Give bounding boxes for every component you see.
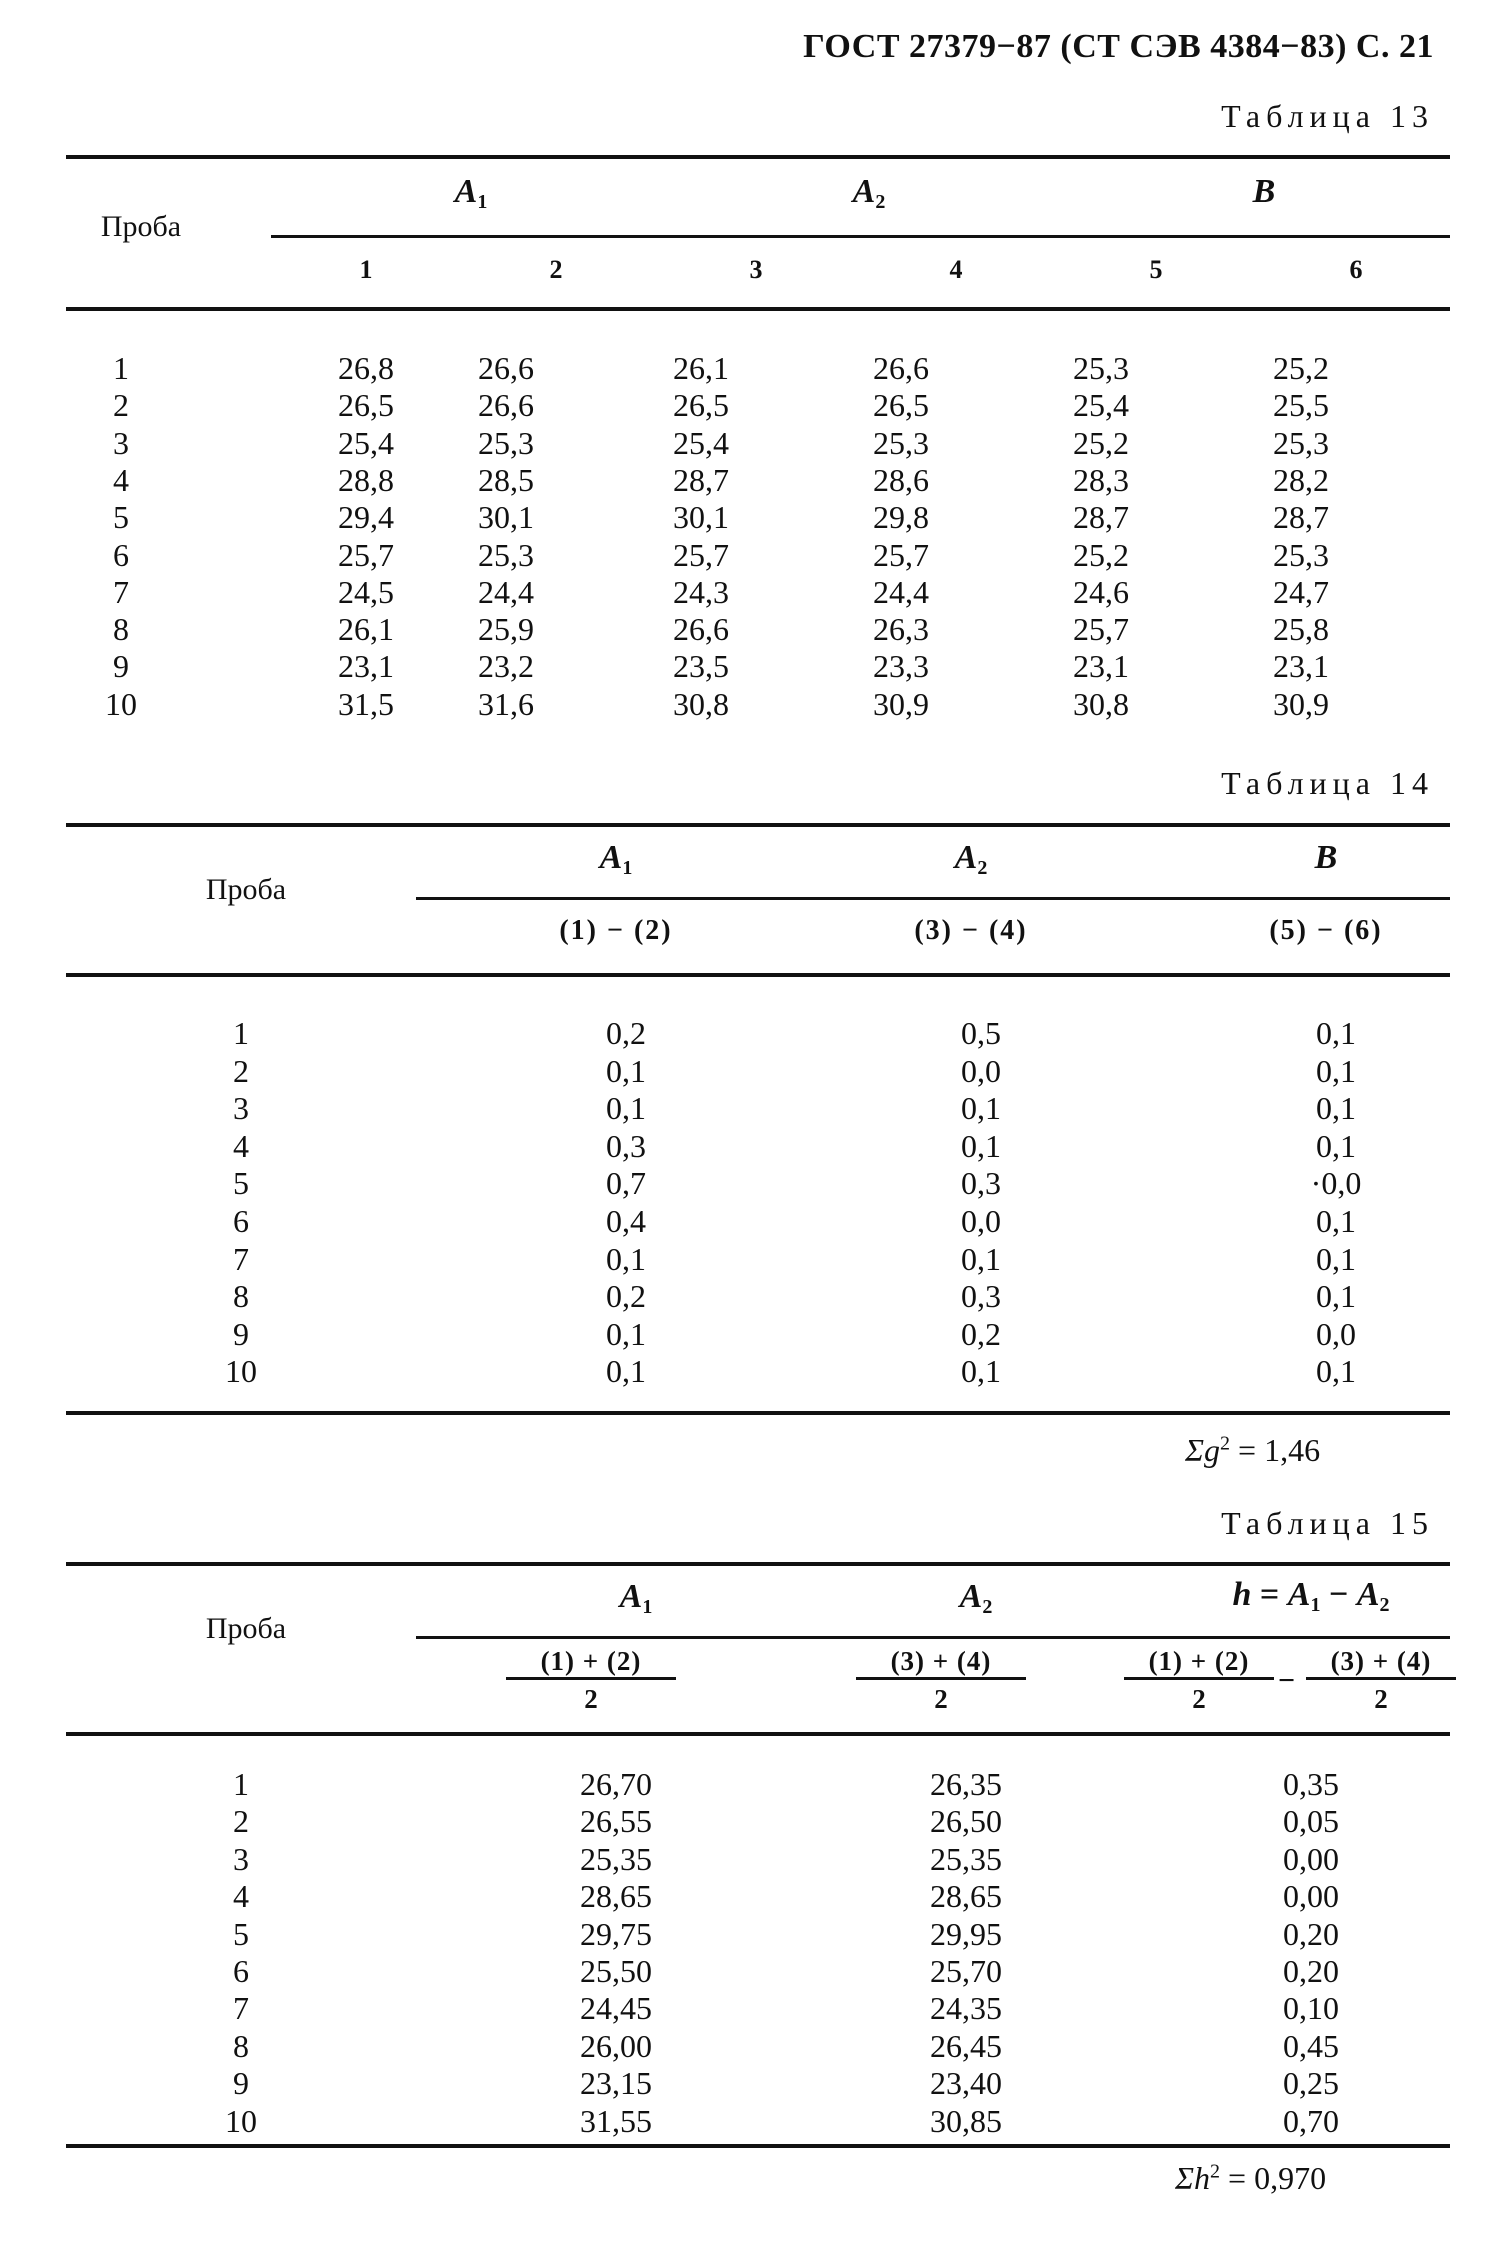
- sample-number-cell: 8: [113, 611, 129, 648]
- value-cell: 0,1: [606, 1090, 646, 1127]
- value-cell: 25,50: [580, 1953, 652, 1989]
- table-14-bottom-rule: [66, 1411, 1450, 1415]
- table-row: [66, 462, 1450, 499]
- table-13-col-1: 1: [359, 255, 373, 284]
- value-cell: 25,8: [1273, 611, 1329, 648]
- value-cell: 26,5: [338, 387, 394, 424]
- table-13-group-rule: [271, 235, 1450, 238]
- value-cell: 0,25: [1283, 2065, 1339, 2102]
- table-13-col-5: 5: [1149, 255, 1163, 284]
- value-cell: 26,70: [580, 1766, 652, 1802]
- value-cell: 0,1: [1316, 1240, 1356, 1277]
- value-cell: 0,05: [1283, 1803, 1339, 1840]
- value-cell: 29,4: [338, 499, 394, 536]
- sample-number-cell: 5: [233, 1165, 249, 1202]
- table-row: [66, 350, 1450, 387]
- value-cell: 0,5: [961, 1015, 1001, 1051]
- table-row: [66, 1878, 1450, 1915]
- value-cell: 25,4: [673, 424, 729, 461]
- value-cell: 26,50: [930, 1803, 1002, 1840]
- table-row: [66, 1953, 1450, 1990]
- value-cell: 0,35: [1283, 1766, 1339, 1802]
- value-cell: 0,1: [1316, 1052, 1356, 1089]
- table-row: [66, 1990, 1450, 2027]
- table-13-col-4: 4: [949, 255, 963, 284]
- value-cell: 25,70: [930, 1953, 1002, 1989]
- sample-number-cell: 2: [233, 1803, 249, 1840]
- value-cell: 24,6: [1073, 573, 1129, 610]
- sample-number-cell: 10: [225, 2102, 257, 2139]
- value-cell: 25,35: [580, 1840, 652, 1877]
- table-row: [66, 425, 1450, 462]
- table-14-top-rule: [66, 823, 1450, 827]
- value-cell: 25,2: [1073, 536, 1129, 573]
- table-row: [66, 1165, 1450, 1202]
- value-cell: 25,7: [673, 536, 729, 573]
- table-15: [66, 1562, 1450, 2162]
- value-cell: 25,3: [1073, 350, 1129, 386]
- table-14-row-header: Проба: [205, 873, 287, 906]
- table-15-fraction-h1: $\frac{(1) + (2)}{2}$: [1124, 1646, 1274, 1715]
- table-row: [66, 611, 1450, 648]
- table-row: [66, 1203, 1450, 1240]
- value-cell: 26,1: [338, 611, 394, 648]
- sample-number-cell: 4: [113, 461, 129, 498]
- sample-number-cell: 8: [233, 1278, 249, 1315]
- value-cell: 0,1: [961, 1353, 1001, 1390]
- table-row: [66, 1316, 1450, 1353]
- value-cell: 24,7: [1273, 573, 1329, 610]
- value-cell: 30,1: [478, 499, 534, 536]
- table-row: [66, 1128, 1450, 1165]
- value-cell: 0,1: [961, 1240, 1001, 1277]
- value-cell: 30,8: [673, 685, 729, 722]
- table-14-group-rule: [416, 897, 1450, 900]
- table-13-group-a2: $A_2$: [852, 173, 886, 213]
- value-cell: 25,7: [338, 536, 394, 573]
- value-cell: 0,0: [1316, 1315, 1356, 1352]
- value-cell: 28,3: [1073, 461, 1129, 498]
- sample-number-cell: 9: [113, 648, 129, 685]
- value-cell: 25,3: [873, 424, 929, 461]
- table-row: [66, 574, 1450, 611]
- value-cell: 23,40: [930, 2065, 1002, 2102]
- value-cell: 0,1: [606, 1315, 646, 1352]
- table-row: [66, 1916, 1450, 1953]
- table-14-group-a1: $A_1$: [599, 839, 633, 879]
- table-row: [66, 1353, 1450, 1390]
- value-cell: 24,35: [930, 1990, 1002, 2027]
- value-cell: 28,8: [338, 461, 394, 498]
- value-cell: ·0,0: [1310, 1165, 1362, 1202]
- table-15-h-header: $h = A_1 - A_2$: [1232, 1576, 1390, 1616]
- table-15-top-rule: [66, 1562, 1450, 1566]
- table-13-col-3: 3: [749, 255, 763, 284]
- value-cell: 0,1: [606, 1240, 646, 1277]
- value-cell: 25,2: [1273, 350, 1329, 386]
- table-15-fraction-minus: −: [1278, 1664, 1296, 1697]
- value-cell: 26,6: [478, 350, 534, 386]
- value-cell: 25,35: [930, 1840, 1002, 1877]
- sample-number-cell: 2: [233, 1052, 249, 1089]
- table-14-group-b: B: [1314, 839, 1338, 876]
- value-cell: 25,4: [338, 424, 394, 461]
- value-cell: 28,5: [478, 461, 534, 498]
- sample-number-cell: 2: [113, 387, 129, 424]
- value-cell: 25,7: [873, 536, 929, 573]
- table-13-group-a1: $A_1$: [454, 173, 488, 213]
- value-cell: 30,85: [930, 2102, 1002, 2139]
- value-cell: 26,6: [873, 350, 929, 386]
- table-13: [66, 155, 1450, 735]
- table-13-row-header: Проба: [100, 210, 182, 243]
- value-cell: 0,2: [606, 1278, 646, 1315]
- table-row: [66, 2065, 1450, 2102]
- table-14: [66, 823, 1450, 1463]
- value-cell: 29,8: [873, 499, 929, 536]
- table-13-group-b: B: [1252, 173, 1276, 210]
- value-cell: 0,4: [606, 1203, 646, 1239]
- value-cell: 26,3: [873, 611, 929, 648]
- table-row: [66, 537, 1450, 574]
- table-14-formula-a1: (1) − (2): [559, 915, 673, 946]
- sample-number-cell: 7: [233, 1990, 249, 2027]
- sample-number-cell: 7: [113, 573, 129, 610]
- value-cell: 26,45: [930, 2027, 1002, 2064]
- value-cell: 23,2: [478, 648, 534, 685]
- table-row: [66, 1241, 1450, 1278]
- value-cell: 28,7: [1073, 499, 1129, 536]
- sample-number-cell: 5: [233, 1915, 249, 1952]
- value-cell: 0,00: [1283, 1840, 1339, 1877]
- table-row: [66, 1053, 1450, 1090]
- value-cell: 24,3: [673, 573, 729, 610]
- table-row: [66, 387, 1450, 424]
- value-cell: 25,2: [1073, 424, 1129, 461]
- value-cell: 0,0: [961, 1052, 1001, 1089]
- sample-number-cell: 8: [233, 2027, 249, 2064]
- value-cell: 0,20: [1283, 1915, 1339, 1952]
- table-14-formula-b: (5) − (6): [1269, 915, 1383, 946]
- sample-number-cell: 6: [113, 536, 129, 573]
- table-14-formula-a2: (3) − (4): [914, 915, 1028, 946]
- value-cell: 23,1: [1073, 648, 1129, 685]
- value-cell: 0,10: [1283, 1990, 1339, 2027]
- table-15-header-rule: [66, 1732, 1450, 1736]
- sample-number-cell: 1: [233, 1766, 249, 1802]
- value-cell: 25,7: [1073, 611, 1129, 648]
- value-cell: 24,5: [338, 573, 394, 610]
- value-cell: 0,3: [606, 1127, 646, 1164]
- value-cell: 25,3: [478, 536, 534, 573]
- table-14-header-rule: [66, 973, 1450, 977]
- value-cell: 31,5: [338, 685, 394, 722]
- value-cell: 30,9: [873, 685, 929, 722]
- value-cell: 0,2: [961, 1315, 1001, 1352]
- value-cell: 31,6: [478, 685, 534, 722]
- value-cell: 28,7: [673, 461, 729, 498]
- table-row: [66, 648, 1450, 685]
- value-cell: 28,65: [580, 1878, 652, 1915]
- table-13-caption: Таблица 13: [1221, 98, 1434, 134]
- value-cell: 26,6: [478, 387, 534, 424]
- sample-number-cell: 1: [113, 350, 129, 386]
- table-row: [66, 1841, 1450, 1878]
- table-15-group-a2: $A_2$: [959, 1578, 993, 1618]
- table-15-row-header: Проба: [205, 1612, 287, 1645]
- sample-number-cell: 10: [105, 685, 137, 722]
- table-15-fraction-a1: $\frac{(1) + (2)}{2}$: [506, 1646, 676, 1715]
- value-cell: 26,8: [338, 350, 394, 386]
- value-cell: 25,3: [1273, 536, 1329, 573]
- sample-number-cell: 6: [233, 1203, 249, 1239]
- value-cell: 0,1: [1316, 1127, 1356, 1164]
- sample-number-cell: 4: [233, 1878, 249, 1915]
- value-cell: 0,1: [1316, 1353, 1356, 1390]
- value-cell: 28,7: [1273, 499, 1329, 536]
- table-13-header-rule: [66, 307, 1450, 311]
- value-cell: 26,1: [673, 350, 729, 386]
- page-header: ГОСТ 27379−87 (СТ СЭВ 4384−83) С. 21: [803, 28, 1434, 65]
- value-cell: 24,4: [478, 573, 534, 610]
- table-15-group-a1: $A_1$: [619, 1578, 653, 1618]
- value-cell: 23,15: [580, 2065, 652, 2102]
- table-row: [66, 1278, 1450, 1315]
- value-cell: 0,3: [961, 1165, 1001, 1202]
- sample-number-cell: 9: [233, 1315, 249, 1352]
- value-cell: 28,2: [1273, 461, 1329, 498]
- value-cell: 0,1: [1316, 1203, 1356, 1239]
- table-15-group-rule: [416, 1636, 1450, 1639]
- value-cell: 26,00: [580, 2027, 652, 2064]
- value-cell: 0,1: [961, 1127, 1001, 1164]
- table-row: [66, 2103, 1450, 2140]
- value-cell: 23,3: [873, 648, 929, 685]
- value-cell: 25,5: [1273, 387, 1329, 424]
- value-cell: 0,20: [1283, 1953, 1339, 1989]
- value-cell: 24,45: [580, 1990, 652, 2027]
- value-cell: 23,5: [673, 648, 729, 685]
- sample-number-cell: 3: [113, 424, 129, 461]
- table-14-caption: Таблица 14: [1221, 765, 1434, 801]
- value-cell: 30,1: [673, 499, 729, 536]
- value-cell: 0,1: [1316, 1278, 1356, 1315]
- value-cell: 0,7: [606, 1165, 646, 1202]
- value-cell: 0,0: [961, 1203, 1001, 1239]
- table-13-col-2: 2: [549, 255, 563, 284]
- table-15-bottom-rule: [66, 2144, 1450, 2148]
- sample-number-cell: 3: [233, 1090, 249, 1127]
- table-15-fraction-a2: $\frac{(3) + (4)}{2}$: [856, 1646, 1026, 1715]
- sample-number-cell: 4: [233, 1127, 249, 1164]
- value-cell: 29,95: [930, 1915, 1002, 1952]
- value-cell: 0,1: [606, 1353, 646, 1390]
- sample-number-cell: 7: [233, 1240, 249, 1277]
- table-14-sum: $\Sigma g^2 = 1,46$: [1185, 1432, 1321, 1468]
- table-14-group-a2: $A_2$: [954, 839, 988, 879]
- table-13-top-rule: [66, 155, 1450, 159]
- value-cell: 26,5: [673, 387, 729, 424]
- table-row: [66, 2028, 1450, 2065]
- value-cell: 0,1: [1316, 1015, 1356, 1051]
- value-cell: 30,9: [1273, 685, 1329, 722]
- value-cell: 29,75: [580, 1915, 652, 1952]
- value-cell: 25,3: [1273, 424, 1329, 461]
- table-13-col-6: 6: [1349, 255, 1363, 284]
- sample-number-cell: 6: [233, 1953, 249, 1989]
- sample-number-cell: 5: [113, 499, 129, 536]
- value-cell: 0,2: [606, 1015, 646, 1051]
- table-row: [66, 1090, 1450, 1127]
- table-row: [66, 686, 1450, 723]
- table-row: [66, 1766, 1450, 1803]
- value-cell: 0,1: [1316, 1090, 1356, 1127]
- sample-number-cell: 1: [233, 1015, 249, 1051]
- value-cell: 0,1: [961, 1090, 1001, 1127]
- table-15-sum: $\Sigma h^2 = 0,970$: [1175, 2160, 1327, 2196]
- value-cell: 0,70: [1283, 2102, 1339, 2139]
- table-15-caption: Таблица 15: [1221, 1505, 1434, 1541]
- value-cell: 23,1: [1273, 648, 1329, 685]
- value-cell: 31,55: [580, 2102, 652, 2139]
- value-cell: 28,6: [873, 461, 929, 498]
- value-cell: 25,4: [1073, 387, 1129, 424]
- value-cell: 25,3: [478, 424, 534, 461]
- sample-number-cell: 10: [225, 1353, 257, 1390]
- table-15-fraction-h2: $\frac{(3) + (4)}{2}$: [1306, 1646, 1456, 1715]
- value-cell: 30,8: [1073, 685, 1129, 722]
- value-cell: 0,00: [1283, 1878, 1339, 1915]
- sample-number-cell: 9: [233, 2065, 249, 2102]
- table-row: [66, 1803, 1450, 1840]
- value-cell: 26,6: [673, 611, 729, 648]
- value-cell: 26,35: [930, 1766, 1002, 1802]
- table-row: [66, 1015, 1450, 1052]
- value-cell: 26,55: [580, 1803, 652, 1840]
- value-cell: 26,5: [873, 387, 929, 424]
- value-cell: 24,4: [873, 573, 929, 610]
- value-cell: 0,3: [961, 1278, 1001, 1315]
- sample-number-cell: 3: [233, 1840, 249, 1877]
- value-cell: 0,1: [606, 1052, 646, 1089]
- value-cell: 23,1: [338, 648, 394, 685]
- value-cell: 28,65: [930, 1878, 1002, 1915]
- table-row: [66, 499, 1450, 536]
- value-cell: 0,45: [1283, 2027, 1339, 2064]
- value-cell: 25,9: [478, 611, 534, 648]
